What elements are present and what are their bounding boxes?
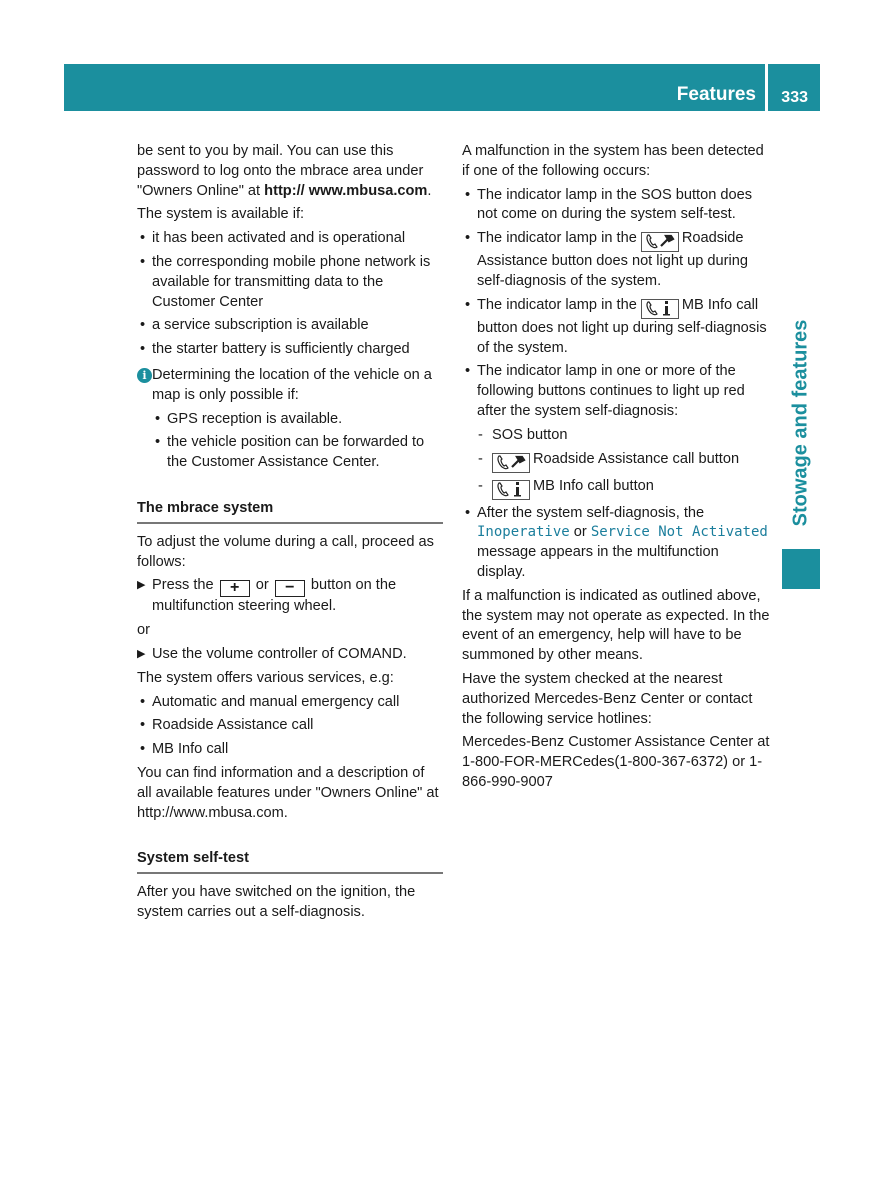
chapter-tab xyxy=(782,306,820,541)
list-item: • After the system self-diagnosis, the Inoperative or Service Not Activated message appears in the multifunction display. xyxy=(465,504,768,580)
sub-list-item: - Roadside Assistance call button xyxy=(462,450,770,473)
arrow-right-icon: ▶ xyxy=(137,579,146,592)
outlined-paragraph: If a malfunction is indicated as outlined above, the system may not operate as expected. In the event of an emergency, help will have to be summoned by other means. xyxy=(462,587,770,664)
or-text: or xyxy=(137,622,150,639)
left-column xyxy=(137,142,443,927)
find-info-paragraph: You can find information and a description of all available features under "Owners Online" at http://www.mbusa.com. xyxy=(137,764,439,821)
chapter-tab-marker xyxy=(782,549,820,589)
services-intro: The system offers various services, e.g: xyxy=(137,669,394,686)
list-item: • GPS reception is available. xyxy=(155,410,343,427)
display-message-service-not-activated: Service Not Activated xyxy=(590,524,768,541)
action-step: ▶ Use the volume controller of COMAND. xyxy=(137,645,443,665)
mbusa-link[interactable]: http:// www.mbusa.com xyxy=(264,182,428,199)
malfunction-intro: A malfunction in the system has been detected if one of the following occurs: xyxy=(462,143,764,179)
list-item: • MB Info call xyxy=(140,741,229,758)
mb-info-button-icon xyxy=(492,480,530,500)
header-separator xyxy=(765,64,768,111)
arrow-right-icon: ▶ xyxy=(137,647,146,660)
list-item: • The indicator lamp in the Roadside Assistance button does not light up during self-diagnosis of the system. xyxy=(465,230,748,289)
list-item: • the starter battery is sufficiently charged xyxy=(140,341,410,358)
list-item: • The indicator lamp in one or more of the following buttons continues to light up red after the system self-diagnosis: xyxy=(465,363,745,419)
chapter-tab-label: Stowage and features xyxy=(789,319,812,527)
list-item: • The indicator lamp in the SOS button does not come on during the system self-test. xyxy=(465,186,753,223)
list-item: • it has been activated and is operational xyxy=(140,230,406,247)
roadside-button-icon xyxy=(492,453,530,473)
list-item: • The indicator lamp in the MB Info call button does not light up during self-diagnosis of the system. xyxy=(465,296,767,356)
right-column xyxy=(462,142,770,797)
action-step: ▶ Press the + or − button on the multifunction steering wheel. xyxy=(137,577,397,615)
info-note: i Determining the location of the vehicle on a map is only possible if: xyxy=(137,366,443,406)
check-paragraph: Have the system checked at the nearest authorized Mercedes-Benz Center or contact the following service hotlines: xyxy=(462,670,753,727)
sub-list-item: - MB Info call button xyxy=(462,477,770,500)
hotline-paragraph: Mercedes-Benz Customer Assistance Center at 1-800-FOR-MERCedes(1-800-367-6372) or 1-866-990-9007 xyxy=(462,734,770,790)
heading-mbrace-system: The mbrace system xyxy=(137,499,443,524)
mb-info-button-icon xyxy=(641,299,679,319)
list-item: • the corresponding mobile phone network is available for transmitting data to the Customer Center xyxy=(140,253,431,310)
list-item: • Automatic and manual emergency call xyxy=(140,693,400,710)
section-title: Features xyxy=(676,84,756,105)
sub-list-item: - SOS button xyxy=(478,426,568,443)
page-number: 333 xyxy=(781,89,808,106)
display-message-inoperative: Inoperative xyxy=(477,524,570,541)
selftest-paragraph: After you have switched on the ignition, the system carries out a self-diagnosis. xyxy=(137,884,416,920)
page-header-bar xyxy=(64,64,820,111)
list-item: • a service subscription is available xyxy=(140,317,369,334)
list-item: • the vehicle position can be forwarded to the Customer Assistance Center. xyxy=(155,434,425,471)
list-item: • Roadside Assistance call xyxy=(140,717,314,734)
volume-intro: To adjust the volume during a call, proceed as follows: xyxy=(137,533,434,570)
heading-system-self-test: System self-test xyxy=(137,849,443,874)
roadside-button-icon xyxy=(641,232,679,252)
plus-key-icon: + xyxy=(220,580,250,597)
intro-paragraph: be sent to you by mail. You can use this password to log onto the mbrace area under "Owners Online" at http:// www.mbusa.com. xyxy=(137,143,432,199)
availability-intro: The system is available if: xyxy=(137,206,305,223)
info-icon: i xyxy=(137,368,152,383)
minus-key-icon: − xyxy=(275,580,305,597)
